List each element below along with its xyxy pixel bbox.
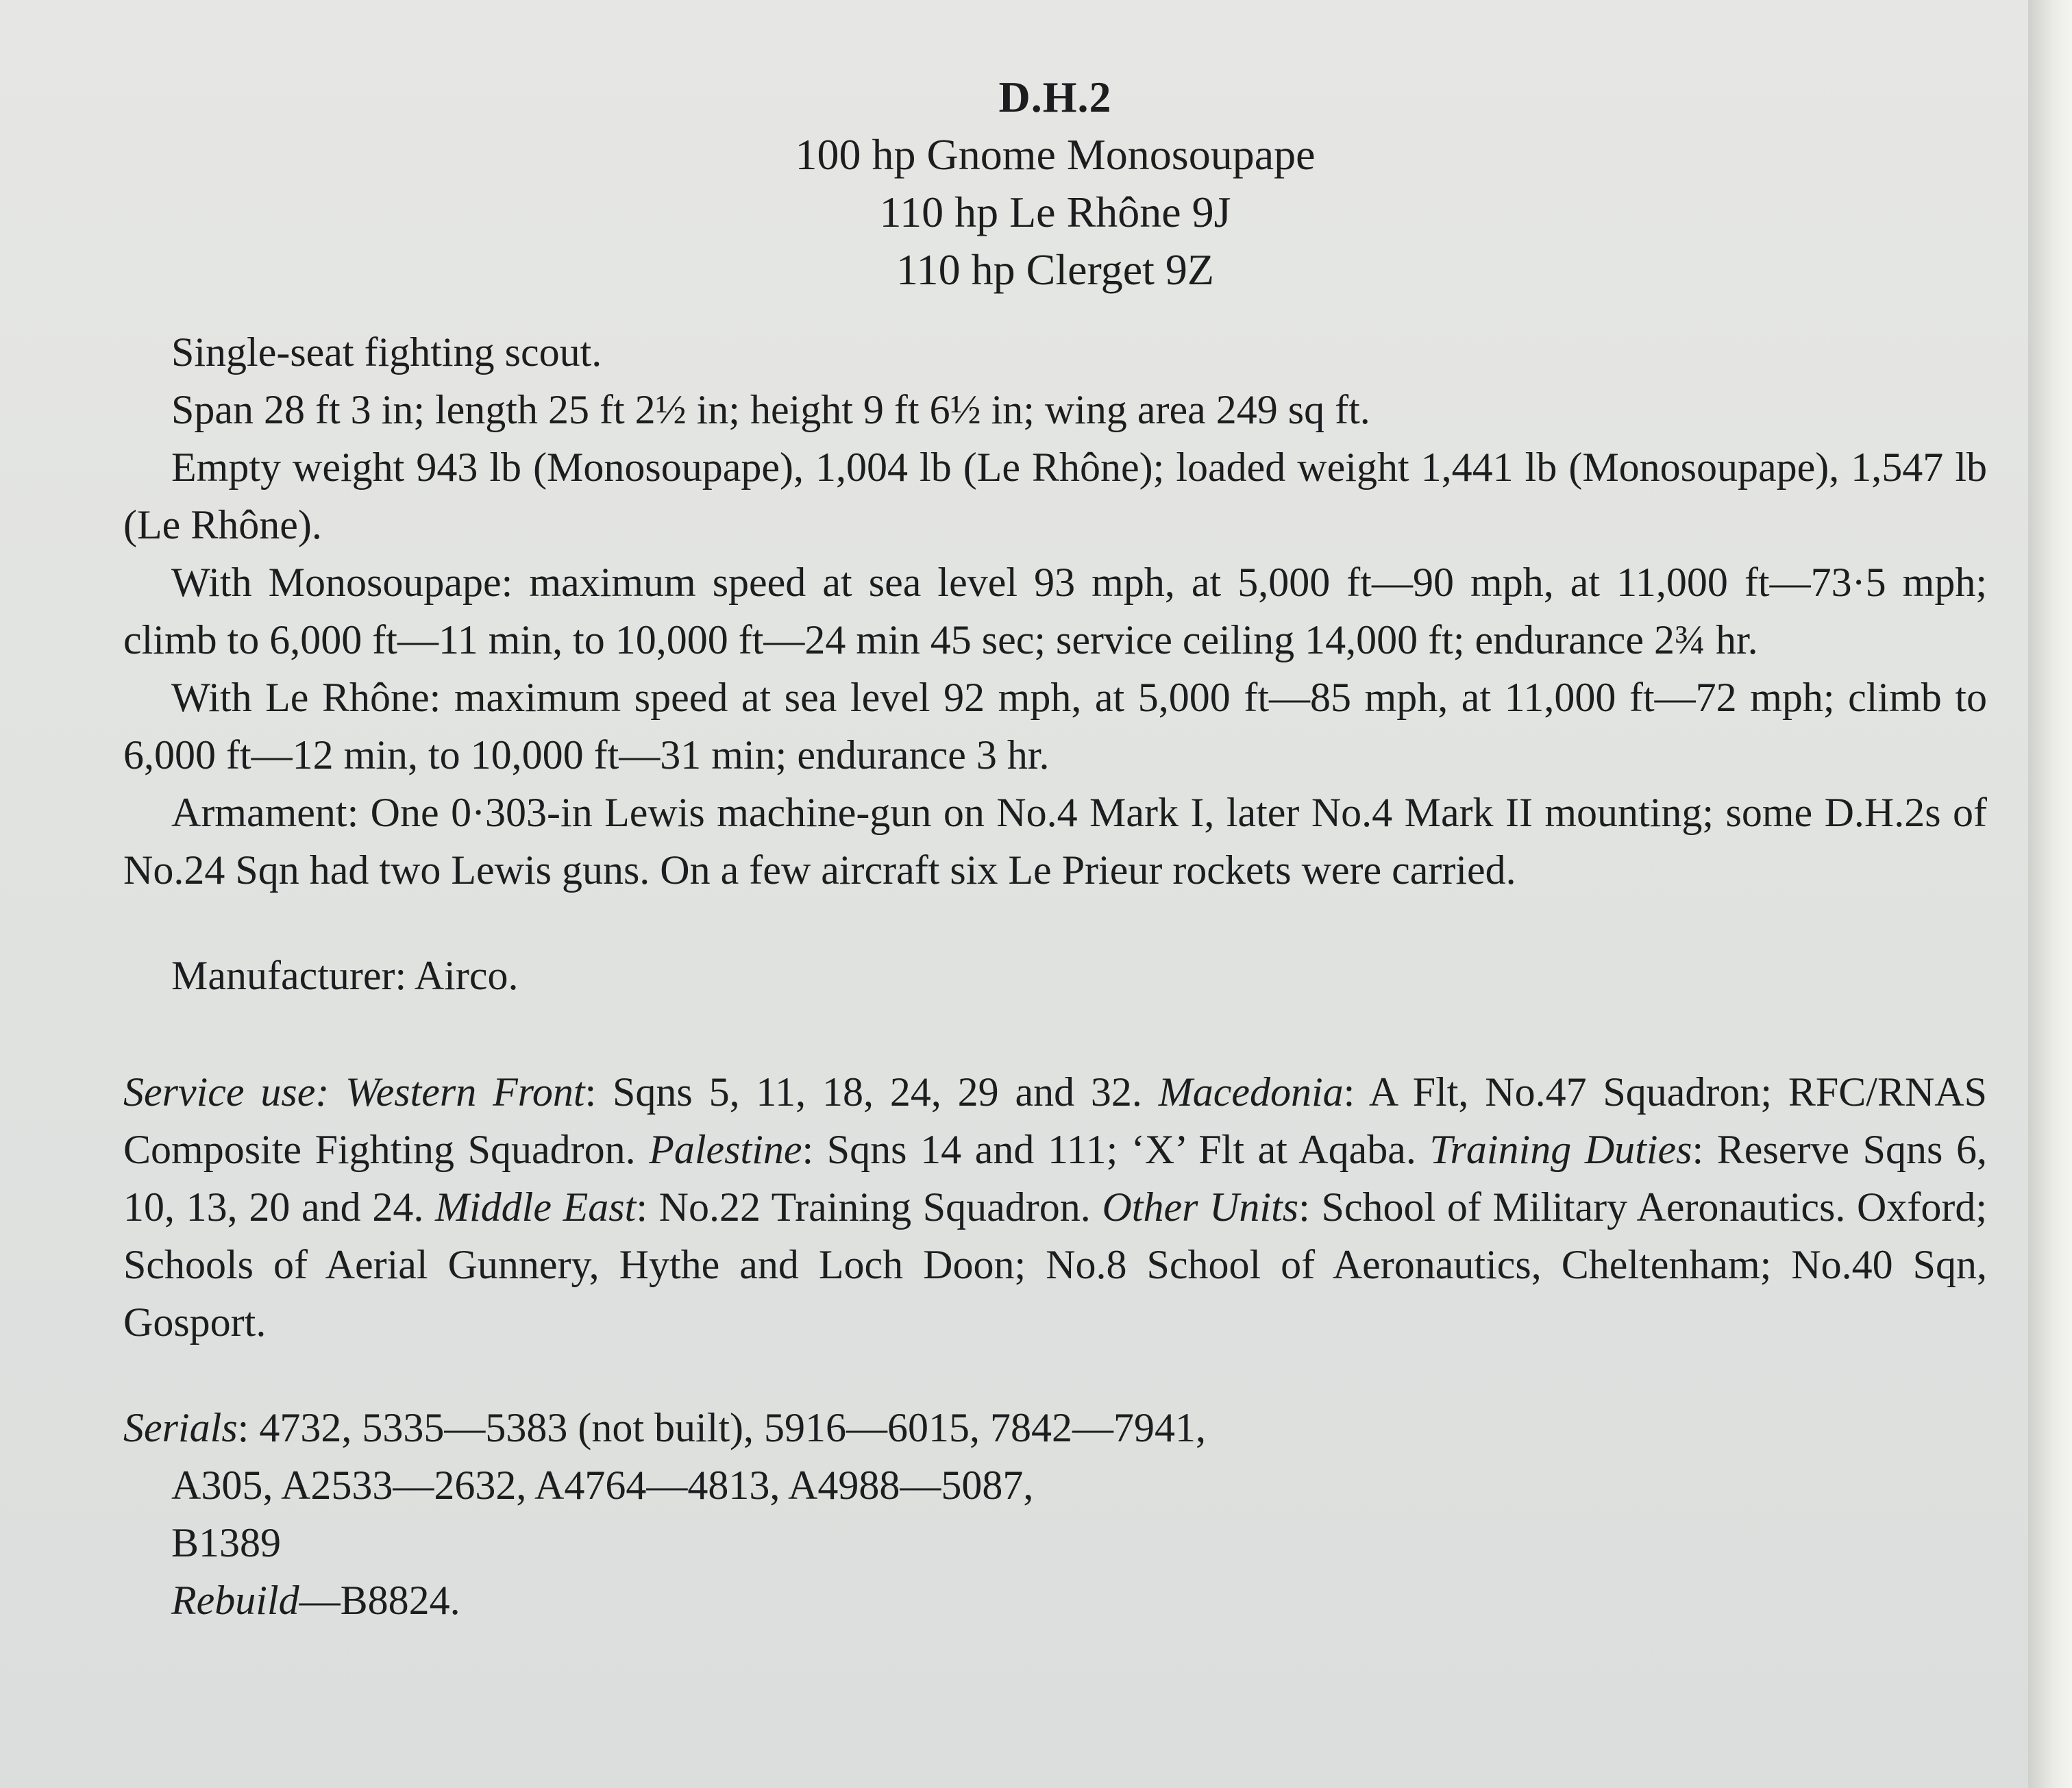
service-text: : No.22 Training Squadron. — [636, 1184, 1102, 1230]
serials-block — [123, 1399, 1987, 1629]
aircraft-title: D.H.2 — [998, 73, 1112, 121]
spacer — [123, 1004, 1987, 1063]
engine-line: 110 hp Clerget 9Z — [896, 245, 1214, 294]
rebuild-label: Rebuild — [171, 1578, 299, 1623]
service-text: : School of Military Aeronautics. Oxford; Schools of Aerial Gunnery, Hythe and Loch Doon; No.8 School of Aeronautics, Cheltenham; No.40 Sqn, Gosport. — [123, 1184, 1988, 1345]
aircraft-heading — [123, 69, 1987, 299]
service-use-label: Service use: Western Front — [123, 1069, 585, 1115]
service-text: : A Flt, No.47 Squadron; RFC/RNAS Composite Fighting Squadron. — [123, 1069, 1987, 1172]
service-region-label: Macedonia — [1158, 1069, 1344, 1115]
rebuild-text: —B8824. — [299, 1578, 460, 1623]
service-region-label: Palestine — [649, 1127, 802, 1172]
weights-paragraph: Empty weight 943 lb (Monosoupape), 1,004 lb (Le Rhône); loaded weight 1,441 lb (Monosoupape), 1,547 lb (Le Rhône). — [123, 445, 1987, 547]
serials-line: A305, A2533—2632, A4764—4813, A4988—5087, — [171, 1463, 1034, 1508]
le-rhone-performance-paragraph: With Le Rhône: maximum speed at sea level 92 mph, at 5,000 ft—85 mph, at 11,000 ft—72 mph; climb to 6,000 ft—12 min, to 10,000 ft—31 min; endurance 3 hr. — [123, 675, 1987, 778]
rebuild-line — [123, 1572, 1987, 1629]
page-content — [123, 69, 1987, 1629]
page-edge — [2028, 0, 2072, 1788]
service-region-label: Training Duties — [1429, 1127, 1692, 1172]
engine-line: 110 hp Le Rhône 9J — [879, 188, 1231, 236]
manufacturer-paragraph: Manufacturer: Airco. — [171, 953, 519, 998]
service-text: : Sqns 14 and 111; ‘X’ Flt at Aqaba. — [802, 1127, 1430, 1172]
serials-text: : 4732, 5335—5383 (not built), 5916—6015, 7842—7941, — [237, 1405, 1206, 1450]
service-region-label: Other Units — [1102, 1184, 1299, 1230]
armament-paragraph: Armament: One 0·303-in Lewis machine-gun on No.4 Mark I, later No.4 Mark II mounting; some D.H.2s of No.24 Sqn had two Lewis guns. On a few aircraft six Le Prieur rockets were carried. — [123, 790, 1987, 893]
service-region-label: Middle East — [435, 1184, 637, 1230]
serials-label: Serials — [123, 1405, 238, 1450]
role-paragraph: Single-seat fighting scout. — [171, 330, 602, 375]
engine-line: 100 hp Gnome Monosoupape — [795, 130, 1316, 179]
specifications — [123, 323, 1987, 899]
dimensions-paragraph: Span 28 ft 3 in; length 25 ft 2½ in; height 9 ft 6½ in; wing area 249 sq ft. — [171, 387, 1370, 432]
serials-line — [123, 1399, 1987, 1456]
service-text: : Sqns 5, 11, 18, 24, 29 and 32. — [584, 1069, 1159, 1115]
service-use-paragraph — [123, 1063, 1987, 1351]
monosoupape-performance-paragraph: With Monosoupape: maximum speed at sea level 93 mph, at 5,000 ft—90 mph, at 11,000 ft—73·5 mph; climb to 6,000 ft—11 min, to 10,000 ft—24 min 45 sec; service ceiling 14,000 ft; endurance 2¾ hr. — [123, 560, 1987, 662]
spacer — [123, 899, 1987, 947]
service-text: : Reserve Sqns 6, 10, 13, 20 and 24. — [123, 1127, 1987, 1230]
serials-line: B1389 — [171, 1520, 282, 1565]
